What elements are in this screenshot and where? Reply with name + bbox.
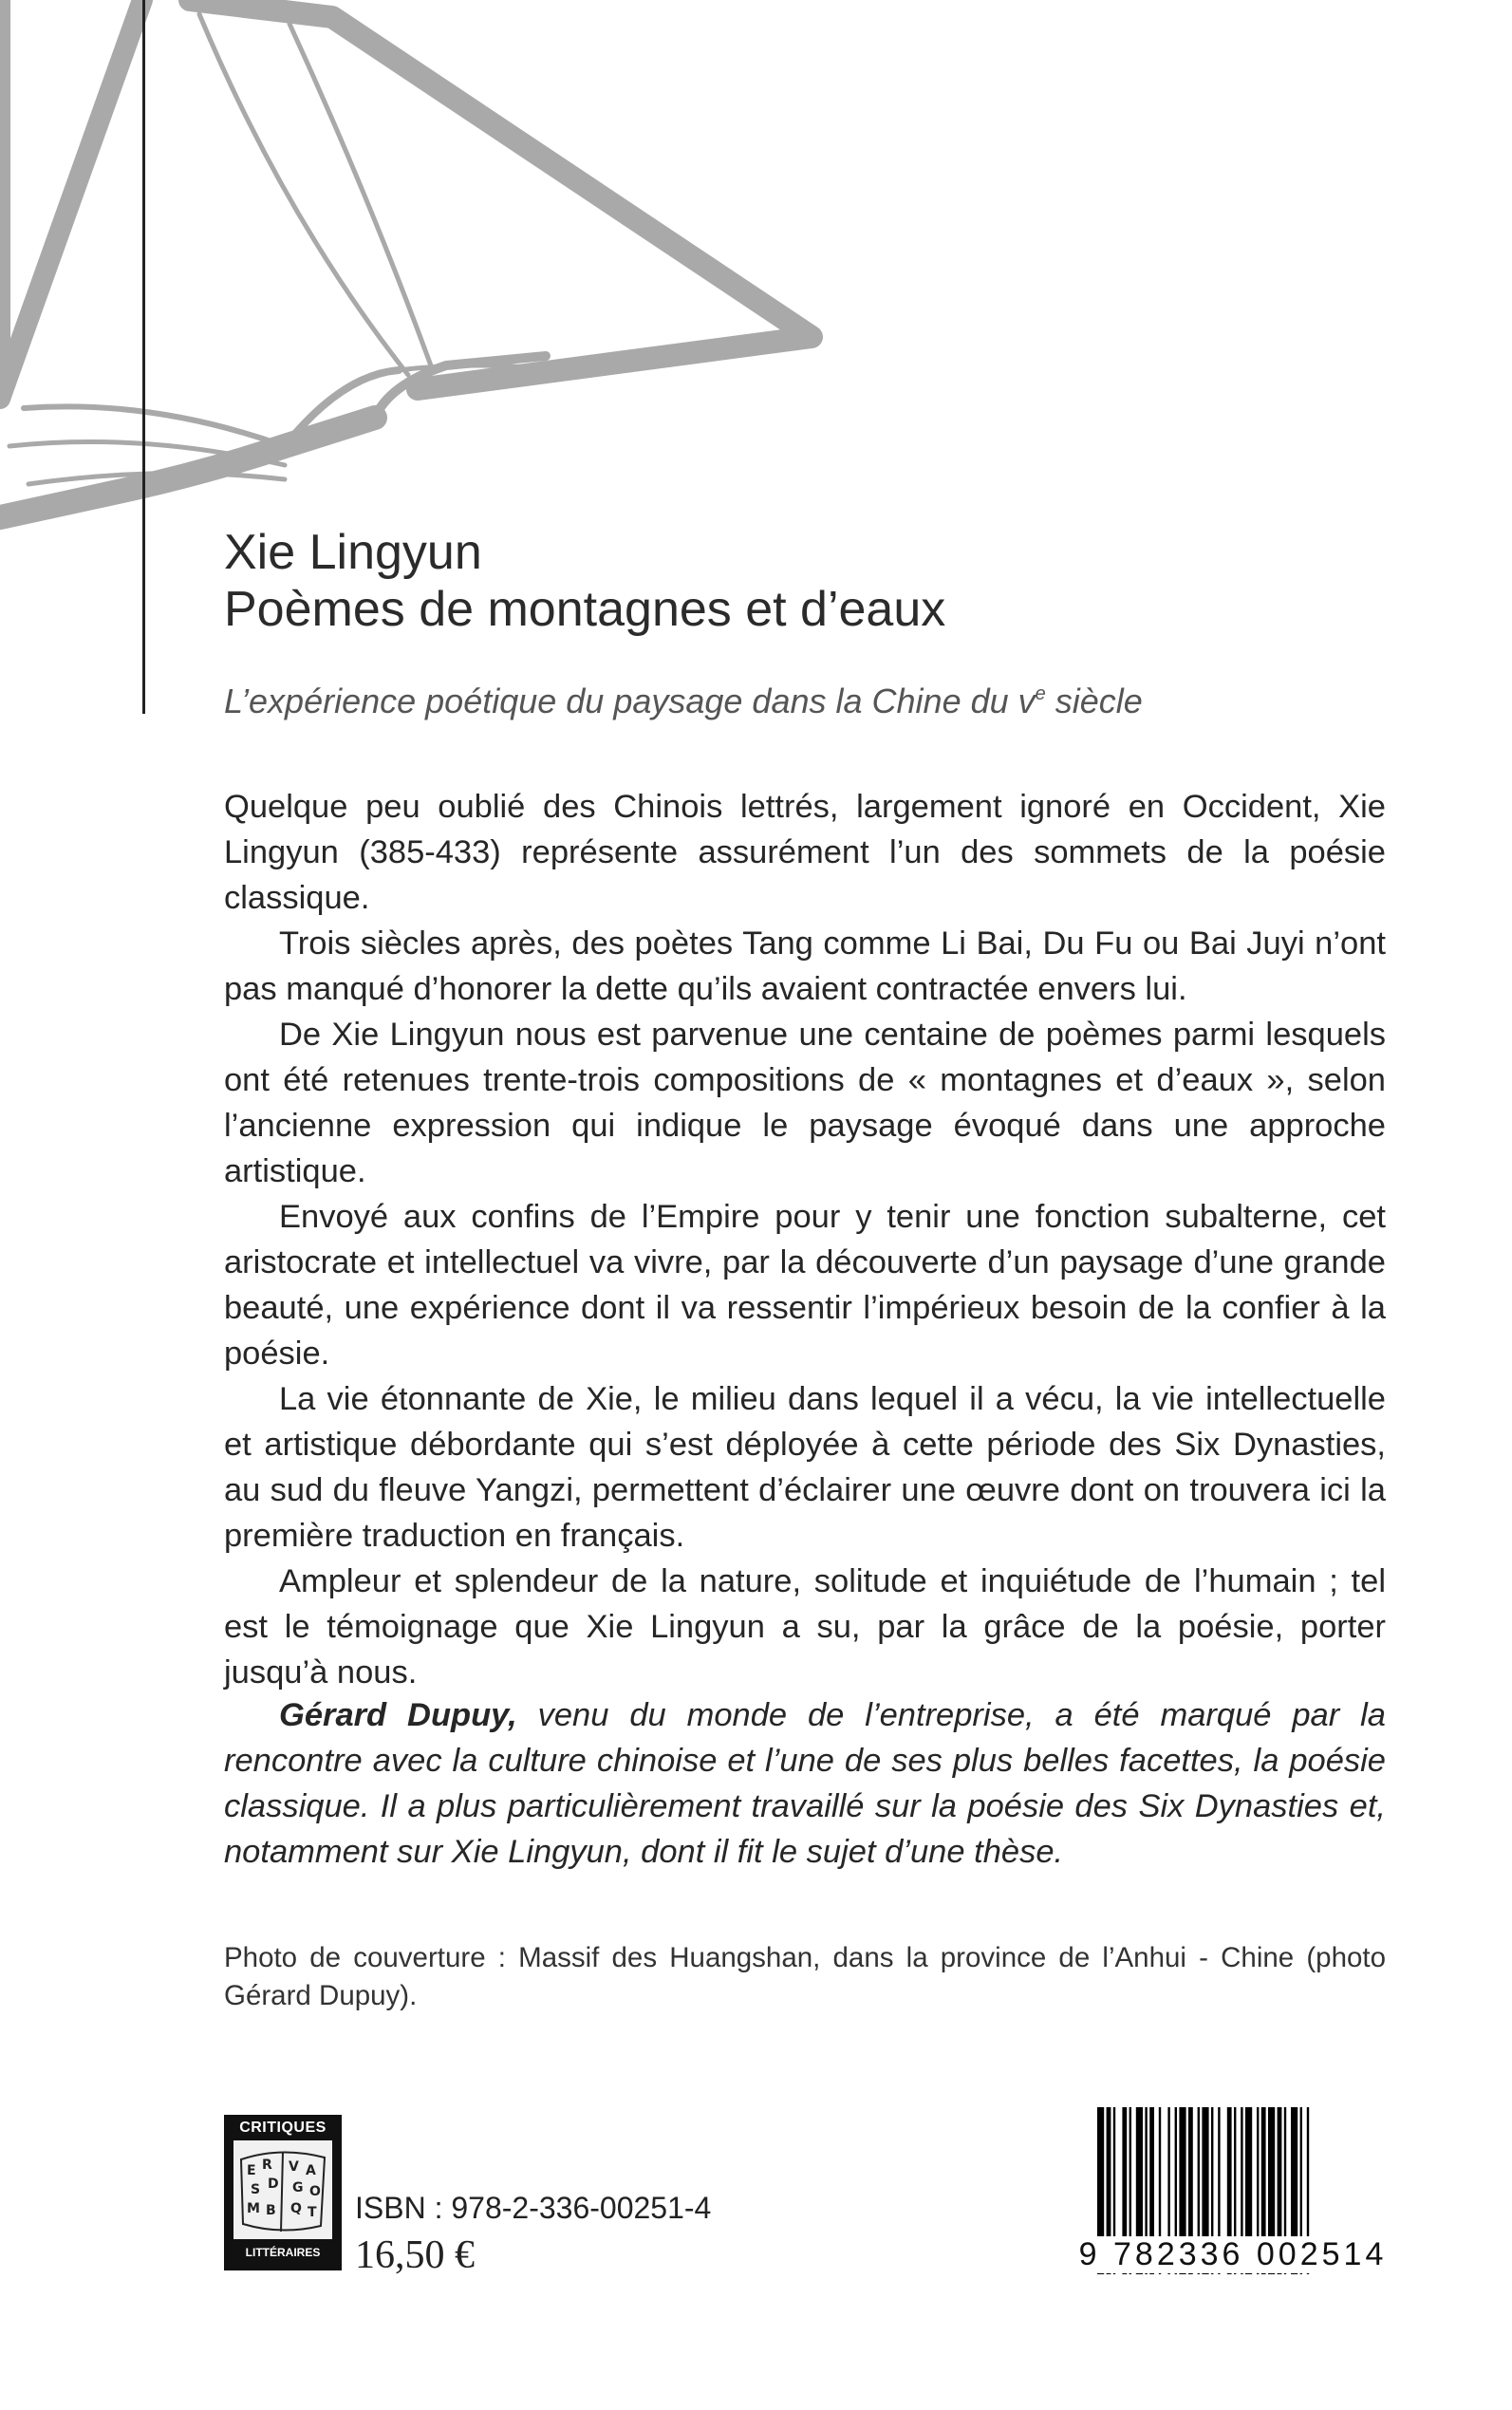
blurb-paragraph: Trois siècles après, des poètes Tang comme Li Bai, Du Fu ou Bai Juyi n’ont pas manqué d’honorer la dette qu’ils avaient contractée envers lui. <box>224 925 1386 1007</box>
svg-text:E: E <box>247 2163 256 2178</box>
author-name: Xie Lingyun <box>224 525 482 580</box>
subtitle <box>224 682 1143 721</box>
svg-text:V: V <box>289 2159 299 2175</box>
author-bio <box>224 1692 1386 1875</box>
svg-text:D: D <box>268 2176 279 2192</box>
blurb-paragraph: La vie étonnante de Xie, le milieu dans lequel il a vécu, la vie intellectuelle et artistique débordante qui s’est déployée à cette période des Six Dynasties, au sud du fleuve Yangzi, permettent d’éclairer une œuvre dont on trouvera ici la première traduction en français. <box>224 1381 1386 1554</box>
svg-text:M: M <box>247 2201 260 2216</box>
svg-text:A: A <box>306 2163 316 2178</box>
bio-text: venu du monde de l’entreprise, a été marqué par la rencontre avec la culture chinoise et l’une de ses plus belles facettes, la poésie classique. Il a plus particulièrement travaillé sur la poésie des Six Dynasties et, notamment sur Xie Lingyun, dont il fit le sujet d’une thèse. <box>224 1697 1386 1870</box>
open-book-illustration <box>0 0 835 532</box>
blurb-paragraph: Quelque peu oublié des Chinois lettrés, largement ignoré en Occident, Xie Lingyun (385-433) représente assurément l’un des sommets de la poésie classique. <box>224 789 1386 916</box>
vertical-rule <box>142 0 145 714</box>
book-title <box>224 524 1401 638</box>
subtitle-end: siècle <box>1045 682 1143 720</box>
svg-text:S: S <box>251 2182 261 2197</box>
collection-name-top: CRITIQUES <box>239 2120 327 2136</box>
title-text: Poèmes de montagnes et d’eaux <box>224 582 946 637</box>
subtitle-text: L’expérience poétique du paysage dans la Chine du v <box>224 682 1036 720</box>
blurb <box>224 784 1386 1695</box>
blurb-paragraph: Envoyé aux confins de l’Empire pour y tenir une fonction subalterne, cet aristocrate et intellectuel va vivre, par la découverte d’un paysage d’une grande beauté, une expérience dont il va ressentir l’impérieux besoin de la confier à la poésie. <box>224 1199 1386 1372</box>
svg-text:O: O <box>309 2184 321 2199</box>
blurb-paragraph: De Xie Lingyun nous est parvenue une centaine de poèmes parmi lesquels ont été retenues trente-trois compositions de « montagnes et d’eaux », selon l’ancienne expression qui indique le paysage évoqué dans une approche artistique. <box>224 1017 1386 1189</box>
blurb-paragraph: Ampleur et splendeur de la nature, solitude et inquiétude de l’humain ; tel est le témoignage que Xie Lingyun a su, par la grâce de la poésie, porter jusqu’à nous. <box>224 1563 1386 1691</box>
subtitle-superscript: e <box>1035 683 1046 704</box>
svg-text:R: R <box>262 2158 272 2173</box>
collection-name-bottom: LITTÉRAIRES <box>245 2246 321 2259</box>
barcode-number: 9 782336 002514 <box>1074 2236 1391 2273</box>
price: 16,50 € <box>355 2233 475 2277</box>
svg-text:B: B <box>266 2203 276 2218</box>
collection-logo <box>224 2115 342 2270</box>
svg-text:G: G <box>292 2180 304 2195</box>
bio-author: Gérard Dupuy, <box>279 1697 517 1733</box>
isbn: ISBN : 978-2-336-00251-4 <box>355 2191 712 2225</box>
svg-text:T: T <box>308 2205 317 2220</box>
svg-text:Q: Q <box>290 2201 302 2216</box>
photo-credit: Photo de couverture : Massif des Huangshan, dans la province de l’Anhui - Chine (photo Gérard Dupuy). <box>224 1942 1386 2011</box>
letters-icon <box>233 2140 332 2239</box>
